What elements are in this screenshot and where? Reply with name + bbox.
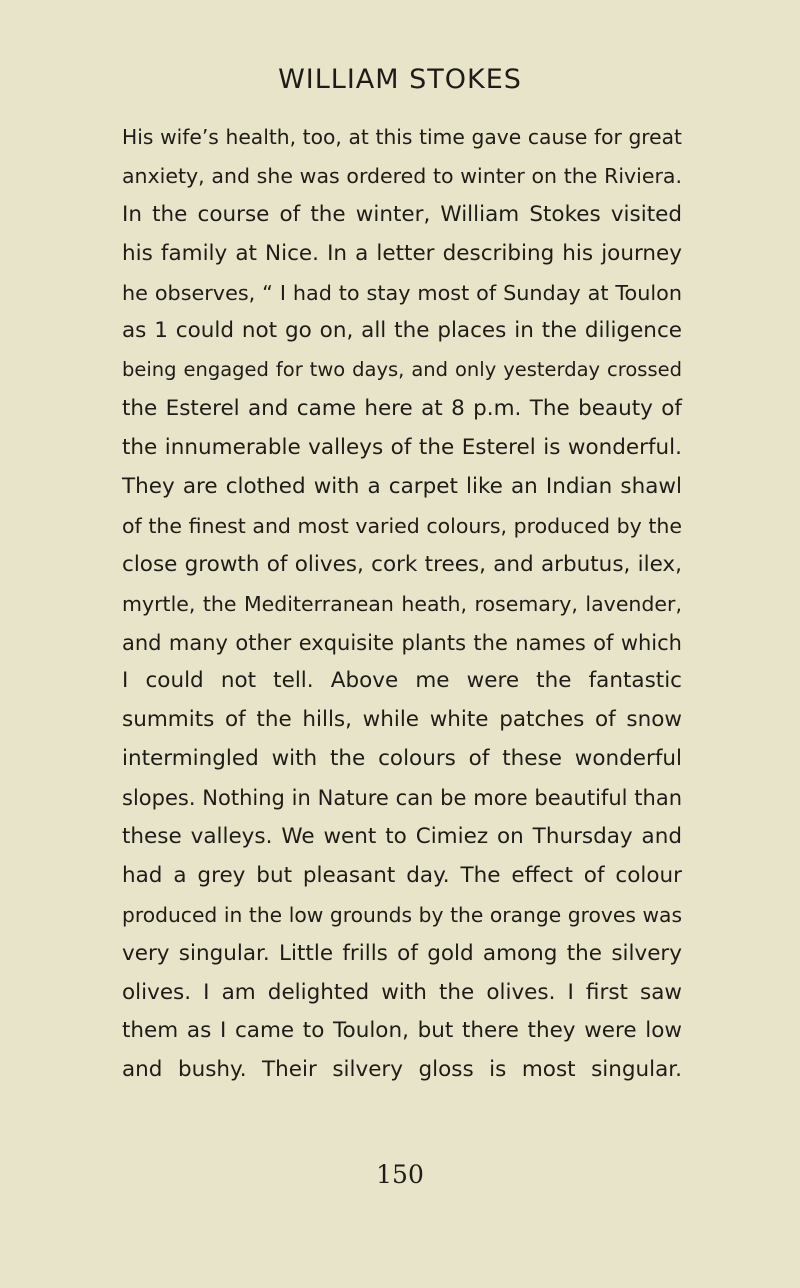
text-line: They are clothed with a carpet like an Indian shawl — [122, 474, 682, 500]
text-line: intermingled with the colours of these wonderful — [122, 746, 682, 772]
text-line: as 1 could not go on, all the places in the diligence — [122, 318, 682, 344]
text-line: very singular. Little frills of gold among the silvery — [122, 940, 682, 966]
text-line: slopes. Nothing in Nature can be more beautiful than — [122, 786, 682, 811]
text-line: In the course of the winter, William Stokes visited — [122, 201, 682, 227]
text-line: he observes, “ I had to stay most of Sunday at Toulon — [122, 280, 682, 305]
text-line: his family at Nice. In a letter describing his journey — [122, 240, 682, 266]
text-line: them as I came to Toulon, but there they were low — [122, 1018, 682, 1044]
text-line: had a grey but pleasant day. The effect of colour — [122, 862, 682, 888]
text-line: close growth of olives, cork trees, and arbutus, ilex, — [122, 551, 682, 577]
text-line: the Esterel and came here at 8 p.m. The beauty of — [122, 396, 682, 422]
text-line: and many other exquisite plants the names of which — [122, 630, 682, 655]
text-line: olives. I am delighted with the olives. I first saw — [122, 979, 682, 1005]
text-line: His wife’s health, too, at this time gave cause for great — [122, 125, 682, 149]
page-number: 150 — [376, 1160, 424, 1189]
text-line: and bushy. Their silvery gloss is most singular. — [122, 1057, 682, 1083]
text-line: the innumerable valleys of the Esterel is wonderful. — [122, 435, 682, 461]
text-line: these valleys. We went to Cimiez on Thursday and — [122, 824, 682, 850]
text-line: of the finest and most varied colours, produced by the — [122, 513, 682, 538]
text-line: myrtle, the Mediterranean heath, rosemary, lavender, — [122, 591, 682, 616]
text-line: I could not tell. Above me were the fantastic — [122, 668, 682, 694]
body-text — [122, 118, 682, 1090]
text-line: produced in the low grounds by the orange groves was — [122, 902, 682, 927]
text-line: anxiety, and she was ordered to winter on the Riviera. — [122, 163, 682, 188]
running-head: WILLIAM STOKES — [278, 64, 522, 95]
text-line: summits of the hills, while white patches of snow — [122, 707, 682, 733]
text-line: being engaged for two days, and only yesterday crossed — [122, 358, 682, 382]
